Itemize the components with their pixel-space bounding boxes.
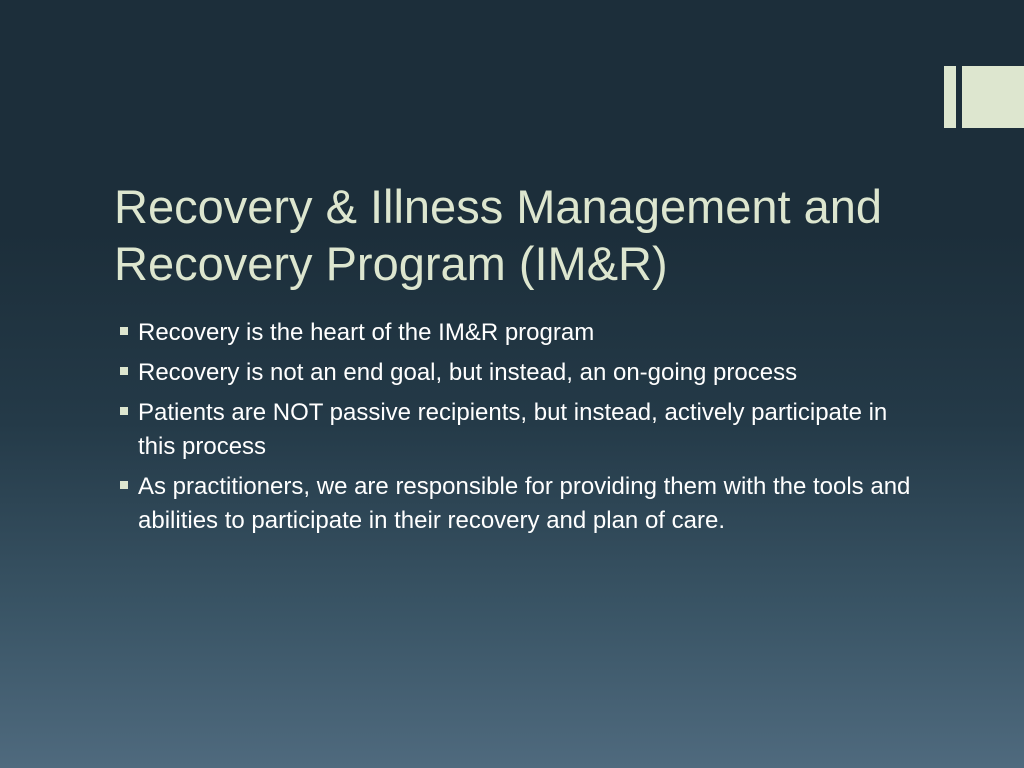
square-bullet-icon — [120, 407, 128, 415]
corner-thin-bar — [944, 66, 956, 128]
bullet-text: Patients are NOT passive recipients, but instead, actively participate in this process — [138, 399, 888, 460]
corner-thick-bar — [962, 66, 1024, 128]
bullet-text: Recovery is not an end goal, but instead, an on-going process — [138, 359, 798, 386]
square-bullet-icon — [120, 327, 128, 335]
bullet-item — [118, 396, 918, 464]
square-bullet-icon — [120, 367, 128, 375]
bullet-item — [118, 356, 918, 390]
slide-title: Recovery & Illness Management and Recovery Program (IM&R) — [114, 180, 883, 290]
bullet-item — [118, 316, 918, 350]
bullet-item — [118, 470, 918, 538]
bullet-text: As practitioners, we are responsible for providing them with the tools and abilities to participate in their recovery and plan of care. — [138, 473, 911, 534]
corner-bars-icon — [944, 66, 1024, 128]
bullet-list — [118, 316, 918, 544]
square-bullet-icon — [120, 481, 128, 489]
bullet-text: Recovery is the heart of the IM&R program — [138, 319, 595, 346]
